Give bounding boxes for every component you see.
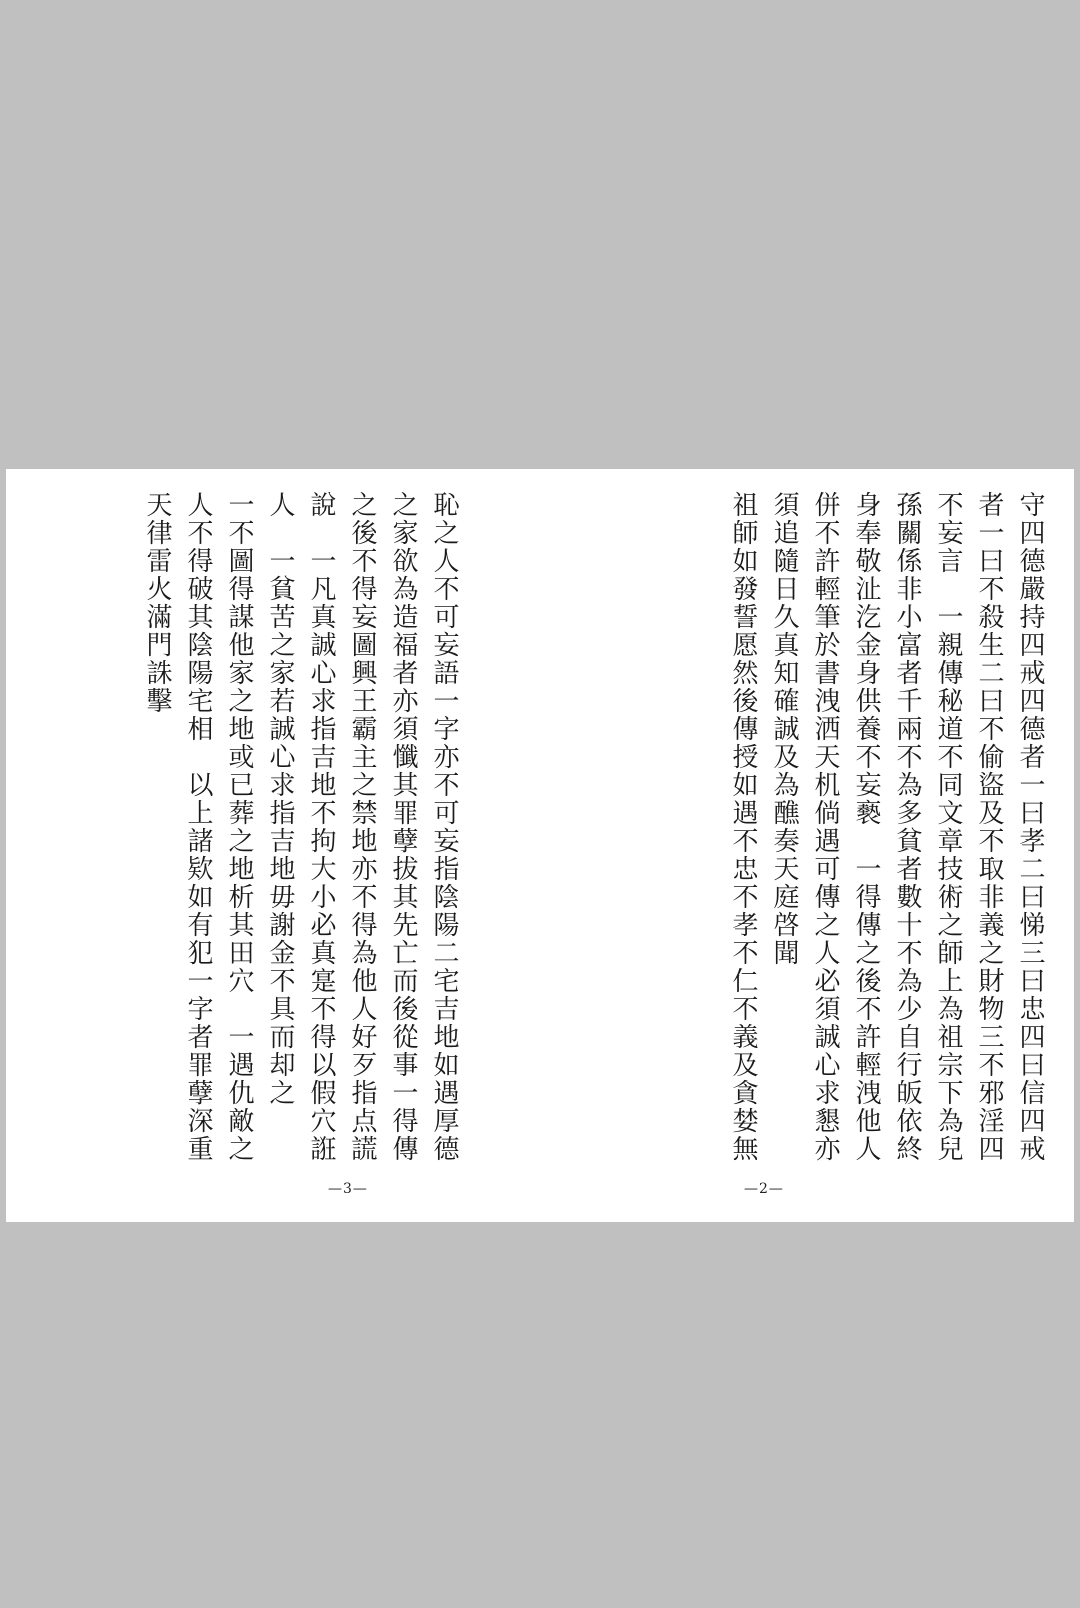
text-column-5: 人 一貧苦之家若誠心求指吉地毋謝金不具而却之	[265, 491, 295, 1107]
text-column-2: 之家欲為造福者亦須懺其罪孽拔其先亡而後從事一得傳	[388, 491, 418, 1163]
text-column-8: 祖師如發誓愿然後傳授如遇不忠不孝不仁不義及貪婪無	[728, 491, 758, 1163]
page-number: —2—	[744, 1181, 784, 1197]
text-column-7: 須追隨日久真知確誠及為醮奏天庭啓聞	[769, 491, 799, 967]
text-column-7: 人不得破其陰陽宅相 以上諸欵如有犯一字者罪孽深重	[183, 491, 213, 1163]
text-column-4: 說 一凡真誠心求指吉地不拘大小必真寔不得以假穴誑	[306, 491, 336, 1163]
text-column-1: 恥之人不可妄語一字亦不可妄指陰陽二宅吉地如遇厚德	[429, 491, 459, 1163]
text-column-2: 者一曰不殺生二曰不偷盜及不取非義之財物三不邪淫四	[974, 491, 1004, 1163]
text-column-5: 身奉敬沚汔金身供養不妄褻 一得傳之後不許輕洩他人	[851, 491, 881, 1163]
book-spread	[6, 469, 1074, 1222]
vertical-text-block	[727, 491, 1046, 1181]
text-column-3: 之後不得妄圖興王霸主之禁地亦不得為他人好歹指点謊	[347, 491, 377, 1163]
text-column-1: 守四德嚴持四戒四德者一曰孝二曰悌三曰忠四曰信四戒	[1015, 491, 1045, 1163]
page-3	[6, 469, 540, 1222]
text-column-4: 孫關係非小富者千兩不為多貧者數十不為少自行皈依終	[892, 491, 922, 1163]
page-2	[540, 469, 1074, 1222]
page-number: —3—	[328, 1181, 368, 1197]
text-column-3: 不妄言 一親傳秘道不同文章技術之師上為祖宗下為兒	[933, 491, 963, 1163]
text-column-8: 天律雷火滿門誅擊	[142, 491, 172, 715]
text-column-6: 一不圖得謀他家之地或已葬之地析其田穴 一遇仇敵之	[224, 491, 254, 1163]
vertical-text-block	[141, 491, 460, 1181]
text-column-6: 併不許輕筆於書洩洒天机倘遇可傳之人必須誠心求懇亦	[810, 491, 840, 1163]
